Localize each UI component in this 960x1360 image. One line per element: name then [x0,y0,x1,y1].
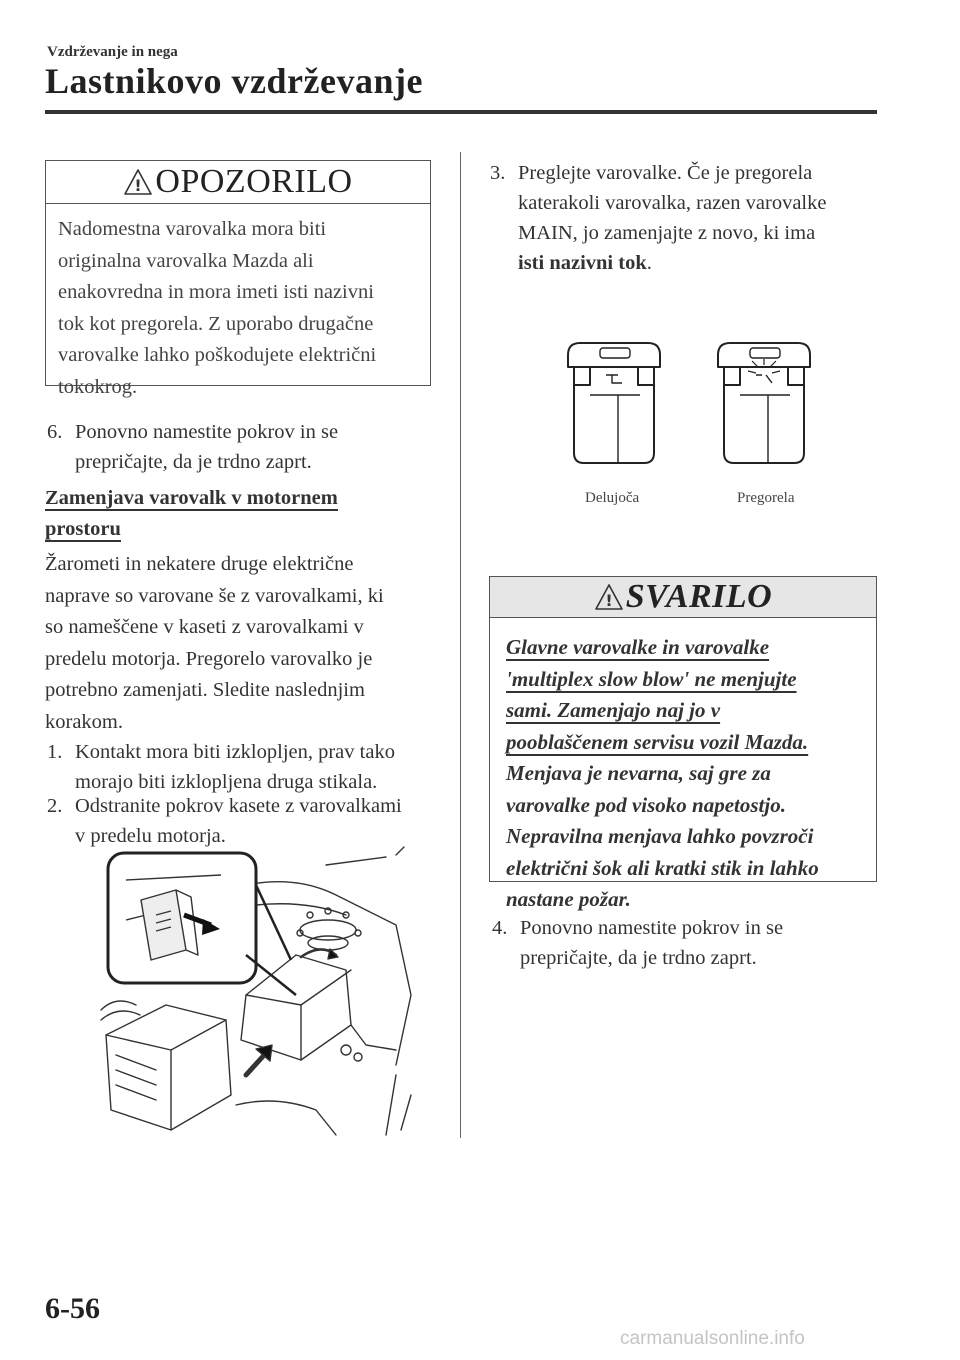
step-text: Odstranite pokrov kasete z varovalkami [75,795,402,817]
step-2 [47,791,457,851]
step-4 [492,913,892,973]
subheading-line: prostoru [45,518,121,540]
warning-line: tok kot pregorela. Z uporabo drugačne [58,312,374,335]
caution-line: električni šok ali kratki stik in lahko [506,855,819,880]
caution-box [489,576,877,911]
warning-box [45,160,431,398]
warning-triangle-icon [123,168,153,196]
step-number: 6. [47,421,63,443]
watermark: carmanualsonline.info [620,1328,805,1349]
caution-line: sami. Zamenjajo naj jo v [506,698,721,722]
step-number: 3. [490,162,506,184]
fuse-comparison-figure [560,335,820,485]
caution-line: 'multiplex slow blow' ne menjujte [506,666,797,691]
warning-text [46,204,430,403]
step-3 [490,158,890,278]
caution-title: SVARILO [625,578,773,615]
step-text: . [646,252,652,274]
step-text-bold: isti nazivni tok [518,252,647,274]
step-text: morajo biti izklopljena druga stikala. [75,771,378,793]
step-text: prepričajte, da je trdno zaprt. [75,451,312,473]
subheading [45,483,445,545]
engine-fuse-box-illustration [96,845,426,1140]
intro-paragraph [45,549,455,738]
warning-line: tokokrog. [58,375,138,398]
blown-fuse-icon [718,343,810,463]
step-text: MAIN, jo zamenjajte z novo, ki ima [518,222,816,244]
caution-line: Menjava je nevarna, saj gre za [506,761,771,785]
intro-line: potrebno zamenjati. Sledite naslednjim [45,679,365,701]
intro-line: korakom. [45,710,123,733]
step-number: 1. [47,741,63,763]
step-number: 2. [47,795,63,817]
svg-text:!: ! [605,591,613,610]
intro-line: predelu motorja. Pregorelo varovalko je [45,647,373,670]
section-label: Vzdrževanje in nega [47,44,178,60]
page-title: Lastnikovo vzdrževanje [45,61,423,101]
column-divider [460,152,461,1138]
caution-header [490,577,876,618]
step-text: Ponovno namestite pokrov in se [520,917,784,939]
intro-line: so nameščene v kaseti z varovalkami v [45,616,364,638]
warning-header [46,161,430,204]
step-text: prepričajte, da je trdno zaprt. [520,947,757,969]
step-text: Preglejte varovalke. Če je pregorela [518,162,813,184]
step-text: Kontakt mora biti izklopljen, prav tako [75,741,395,763]
subheading-line: Zamenjava varovalk v motornem [45,487,338,509]
page-number: 6-56 [45,1292,100,1325]
warning-line: Nadomestna varovalka mora biti [58,218,327,240]
intro-line: naprave so varovane še z varovalkami, ki [45,584,384,607]
caution-line: pooblaščenem servisu vozil Mazda. [506,729,809,754]
warning-title: OPOZORILO [155,163,353,200]
good-fuse-icon [568,343,660,463]
warning-triangle-icon [594,583,624,611]
step-1 [47,737,457,797]
caution-line: Glavne varovalke in varovalke [506,635,770,659]
step-text: v predelu motorja. [75,825,226,847]
warning-line: enakovredna in mora imeti isti nazivni [58,281,374,303]
warning-line: originalna varovalka Mazda ali [58,249,314,272]
step-number: 4. [492,917,508,939]
warning-line: varovalke lahko poškodujete električni [58,344,377,366]
caution-line: varovalke pod visoko napetostjo. [506,792,786,817]
fuse-label-blown: Pregorela [737,490,795,506]
svg-text:!: ! [134,176,143,195]
caution-line: nastane požar. [506,887,631,911]
fuse-label-good: Delujoča [585,490,640,506]
title-rule [45,110,877,114]
caution-text [490,618,876,916]
step-text: katerakoli varovalka, razen varovalke [518,192,827,214]
caution-line: Nepravilna menjava lahko povzroči [506,824,814,848]
intro-line: Žarometi in nekatere druge električne [45,553,354,575]
step-6 [47,417,447,477]
step-text: Ponovno namestite pokrov in se [75,421,339,443]
